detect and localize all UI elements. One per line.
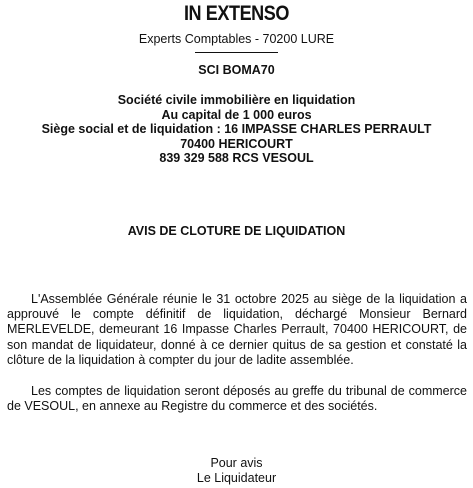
signature-line-liquidateur: Le Liquidateur [196,471,277,485]
notice-paragraph: Les comptes de liquidation seront déposés au greffe du tribunal de commerce de VESOUL, en annexe au Registre du commerce et des sociétés. [7,384,467,414]
company-name: SCI BOMA70 [198,63,275,77]
notice-title: AVIS DE CLOTURE DE LIQUIDATION [127,224,346,238]
company-postal-city: 70400 HERICOURT [180,136,293,151]
company-registered-office: Siège social et de liquidation : 16 IMPASSE CHARLES PERRAULT [41,122,432,136]
company-form: Société civile immobilière en liquidation [117,93,356,107]
notice-paragraph: L'Assemblée Générale réunie le 31 octobre 2025 au siège de la liquidation a approuvé le compte définitif de liquidation, déchargé Monsieur Bernard MERLEVELDE, demeurant 16 Impasse Charles Perrault, 70400 HERICOURT, de son mandat de liquidateur, donné à ce dernier quitus de sa gestion et constaté la clôture de la liquidation à compter du jour de ladite assemblée. [7,292,467,367]
separator-rule [195,52,278,53]
signature-line-pour-avis: Pour avis [210,456,263,470]
company-info-block [0,93,473,166]
company-rcs-number: 839 329 588 RCS VESOUL [159,151,314,165]
signature-block [0,456,473,486]
company-capital: Au capital de 1 000 euros [161,107,312,122]
firm-name: IN EXTENSO [183,2,290,25]
firm-subline: Experts Comptables - 70200 LURE [138,32,335,46]
